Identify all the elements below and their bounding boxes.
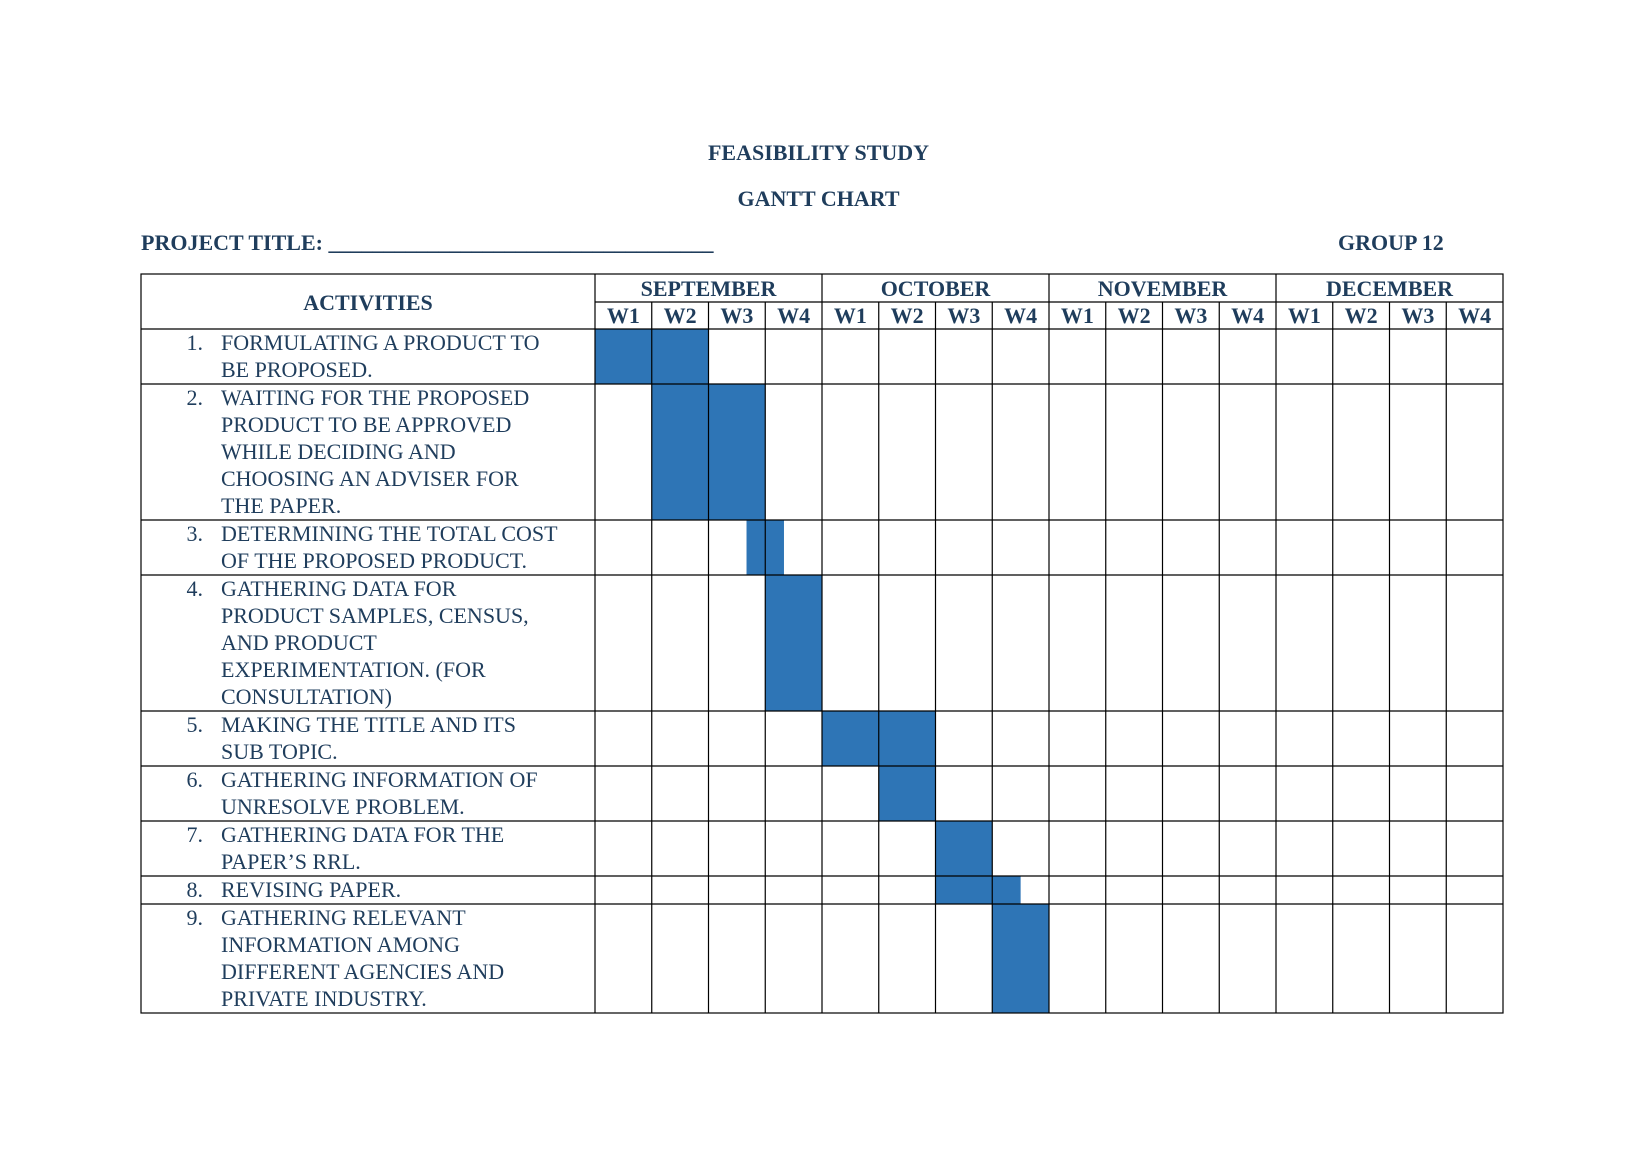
week-label: W3 bbox=[1401, 303, 1435, 328]
activity-label: GATHERING RELEVANT bbox=[221, 905, 466, 930]
week-label: W2 bbox=[663, 303, 697, 328]
activity-label: BE PROPOSED. bbox=[221, 357, 373, 382]
chart-title: GANTT CHART bbox=[737, 186, 900, 211]
activity-number: 9. bbox=[186, 905, 203, 930]
activity-label: UNRESOLVE PROBLEM. bbox=[221, 794, 465, 819]
activity-label: DIFFERENT AGENCIES AND bbox=[221, 959, 505, 984]
project-title-line: PROJECT TITLE: ___________________________________ bbox=[141, 230, 714, 255]
week-label: W3 bbox=[1174, 303, 1208, 328]
activity-label: GATHERING INFORMATION OF bbox=[221, 767, 538, 792]
activity-label: THE PAPER. bbox=[221, 493, 342, 518]
activity-label: WHILE DECIDING AND bbox=[221, 439, 456, 464]
activity-number: 6. bbox=[186, 767, 203, 792]
month-label: SEPTEMBER bbox=[640, 276, 777, 301]
activity-label: FORMULATING A PRODUCT TO bbox=[221, 330, 540, 355]
week-label: W1 bbox=[606, 303, 640, 328]
task-bar bbox=[992, 904, 1049, 1013]
activity-label: AND PRODUCT bbox=[221, 630, 377, 655]
month-label: NOVEMBER bbox=[1097, 276, 1228, 301]
activity-label: DETERMINING THE TOTAL COST bbox=[221, 521, 558, 546]
activity-number: 4. bbox=[186, 576, 203, 601]
task-bar bbox=[765, 575, 822, 711]
week-label: W2 bbox=[890, 303, 924, 328]
month-label: OCTOBER bbox=[880, 276, 991, 301]
activity-label: PAPER’S RRL. bbox=[221, 849, 361, 874]
week-label: W3 bbox=[947, 303, 981, 328]
week-label: W1 bbox=[1060, 303, 1094, 328]
activity-number: 5. bbox=[186, 712, 203, 737]
activity-label: MAKING THE TITLE AND ITS bbox=[221, 712, 516, 737]
activity-label: PRODUCT SAMPLES, CENSUS, bbox=[221, 603, 529, 628]
activity-label: INFORMATION AMONG bbox=[221, 932, 460, 957]
week-label: W4 bbox=[777, 303, 811, 328]
week-label: W4 bbox=[1004, 303, 1038, 328]
activity-number: 1. bbox=[186, 330, 203, 355]
month-label: DECEMBER bbox=[1325, 276, 1454, 301]
activity-number: 7. bbox=[186, 822, 203, 847]
activity-label: PRIVATE INDUSTRY. bbox=[221, 986, 427, 1011]
task-bar bbox=[879, 766, 936, 821]
activity-label: WAITING FOR THE PROPOSED bbox=[221, 385, 530, 410]
week-label: W4 bbox=[1458, 303, 1492, 328]
activity-label: EXPERIMENTATION. (FOR bbox=[221, 657, 486, 682]
task-bar bbox=[936, 876, 1021, 904]
activity-number: 3. bbox=[186, 521, 203, 546]
week-label: W2 bbox=[1117, 303, 1151, 328]
week-label: W1 bbox=[833, 303, 867, 328]
activity-number: 2. bbox=[186, 385, 203, 410]
document-title: FEASIBILITY STUDY bbox=[707, 140, 930, 165]
week-label: W2 bbox=[1344, 303, 1378, 328]
activities-header: ACTIVITIES bbox=[303, 290, 433, 315]
task-bar bbox=[936, 821, 993, 876]
group-label: GROUP 12 bbox=[1338, 230, 1444, 255]
activity-label: CONSULTATION) bbox=[221, 684, 392, 709]
activity-label: SUB TOPIC. bbox=[221, 739, 338, 764]
week-label: W1 bbox=[1287, 303, 1321, 328]
week-label: W3 bbox=[720, 303, 754, 328]
activity-label: GATHERING DATA FOR bbox=[221, 576, 457, 601]
activity-label: GATHERING DATA FOR THE bbox=[221, 822, 505, 847]
activity-label: REVISING PAPER. bbox=[221, 877, 402, 902]
activity-number: 8. bbox=[186, 877, 203, 902]
activity-label: CHOOSING AN ADVISER FOR bbox=[221, 466, 519, 491]
activity-label: OF THE PROPOSED PRODUCT. bbox=[221, 548, 528, 573]
activity-label: PRODUCT TO BE APPROVED bbox=[221, 412, 512, 437]
week-label: W4 bbox=[1231, 303, 1265, 328]
